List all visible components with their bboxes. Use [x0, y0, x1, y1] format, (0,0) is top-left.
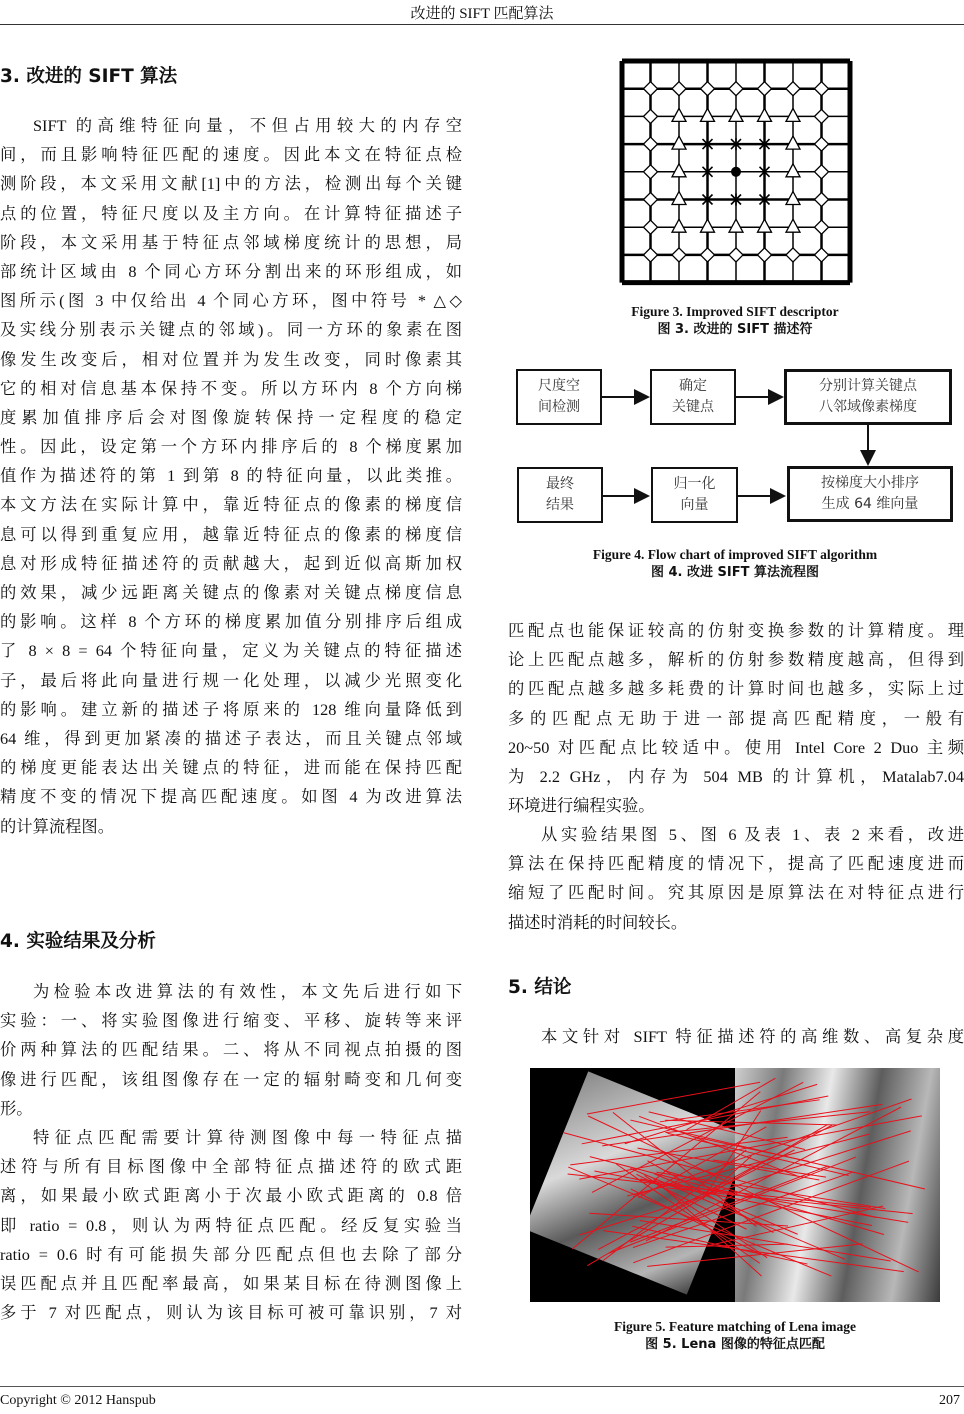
figure-5-caption-en: Figure 5. Feature matching of Lena image: [613, 1319, 857, 1334]
text-line: 本文方法在实际计算中，靠近特征点的像素的梯度信: [0, 495, 462, 515]
triangle-marker: [786, 136, 800, 149]
section-4-heading: 4. 实验结果及分析: [0, 931, 156, 952]
triangle-marker: [786, 219, 800, 232]
match-line: [568, 1167, 831, 1276]
footer-rule: [0, 1386, 964, 1387]
text-line: 多的匹配点无助于进一部提高匹配精度，一般有: [508, 708, 964, 728]
text-line: 描述时消耗的时间较长。: [508, 912, 688, 932]
match-lines: [530, 1068, 940, 1302]
triangle-marker: [672, 164, 686, 177]
match-line: [645, 1175, 768, 1257]
flow-arrows: [500, 360, 964, 540]
text-line: 点的位置，特征尺度以及主方向。在计算特征描述子: [0, 203, 462, 223]
text-line: 即 ratio = 0.8，则认为两特征点匹配。经反复实验当: [0, 1215, 462, 1235]
header-rule: [0, 24, 964, 25]
diamond-marker: [644, 193, 658, 207]
triangle-marker: [701, 219, 715, 232]
text-line: 的影响。这样 8 个方环的梯度累加值分别排序后组成: [0, 612, 462, 632]
triangle-marker: [672, 192, 686, 205]
text-line: 64 维，得到更加紧凑的描述子表达，而且关键点邻域: [0, 728, 462, 748]
text-line: 值作为描述符的第 1 到第 8 的特征向量，以此类推。: [0, 466, 462, 486]
text-line: 阶段，本文采用基于特征点邻域梯度统计的思想，局: [0, 232, 462, 252]
text-line: 缩短了匹配时间。究其原因是原算法在对特征点进行: [508, 883, 964, 903]
diamond-marker: [815, 137, 829, 151]
section-5-heading: 5. 结论: [508, 977, 572, 998]
text-line: 环境进行编程实验。: [508, 796, 655, 816]
figure-4-caption-en: Figure 4. Flow chart of improved SIFT algorithm: [592, 547, 878, 562]
diamond-marker: [729, 82, 743, 96]
paragraph-experiments: [0, 977, 462, 1123]
text-line: 的梯度更能表达出关键点的特征，进而能在保持匹配: [0, 758, 462, 778]
triangle-marker: [672, 219, 686, 232]
triangle-marker: [672, 108, 686, 121]
match-line: [660, 1100, 820, 1122]
match-line: [598, 1125, 832, 1249]
triangle-marker: [786, 108, 800, 121]
paragraph-affine-precision: [508, 616, 964, 820]
diamond-marker: [815, 165, 829, 179]
paragraph-descriptor: [0, 111, 462, 841]
flow-box-sort-generate-64d: 按梯度大小排序 生成 64 维向量: [787, 466, 953, 522]
diamond-marker: [644, 165, 658, 179]
text-line: 像发生改变后，相对位置并为发生改变，同时像素其: [0, 349, 462, 369]
figure-3-caption: [500, 303, 964, 339]
figure-3-caption-en: Figure 3. Improved SIFT descriptor: [631, 304, 839, 319]
section-3-heading: 3. 改进的 SIFT 算法: [0, 66, 178, 87]
text-line: 算法在保持匹配精度的情况下，提高了匹配速度进而: [508, 854, 964, 874]
text-line: 本文针对 SIFT 特征描述符的高维数、高复杂度: [541, 1027, 964, 1046]
diamond-marker: [672, 248, 686, 262]
flow-box-final-result: 最终 结果: [517, 467, 603, 523]
text-line: 测阶段，本文采用文献[1]中的方法，检测出每个关键: [0, 174, 462, 194]
copyright: Copyright © 2012 Hanspub: [0, 1393, 156, 1408]
flow-box-scale-space-detection: 尺度空 间检测: [516, 369, 602, 425]
text-line: 为 2.2 GHz，内存为 504 MB 的计算机，Matalab7.04: [508, 766, 964, 786]
text-line: 多于 7 对匹配点，则认为该目标可被可靠识别，7 对: [0, 1303, 462, 1323]
paragraph-results: [508, 820, 964, 937]
text-line: 了 8 × 8 = 64 个特征向量，定义为关键点的特征描述: [0, 641, 462, 661]
match-line: [572, 1092, 760, 1249]
diamond-marker: [815, 82, 829, 96]
paragraph-matching: [0, 1123, 462, 1327]
flow-box-compute-gradients: 分别计算关键点 八邻域像素梯度: [784, 369, 952, 425]
figure-4-caption: [500, 546, 964, 582]
text-line: 从实验结果图 5、图 6 及表 1、表 2 来看，改进: [541, 825, 964, 844]
flow-box-determine-keypoints: 确定 关键点: [650, 369, 736, 425]
flow-box-normalize-vector: 归一化 向量: [651, 467, 738, 523]
text-line: 特征点匹配需要计算待测图像中每一特征点描: [33, 1128, 462, 1147]
diamond-marker: [758, 82, 772, 96]
text-line: 息对形成特征描述符的贡献越大，起到近似高斯加权: [0, 553, 462, 573]
text-line: 的计算流程图。: [0, 816, 114, 836]
text-line: 间，而且影响特征匹配的速度。因此本文在特征点检: [0, 145, 462, 165]
diamond-marker: [758, 248, 772, 262]
keypoint-dot: [731, 167, 741, 177]
triangle-marker: [729, 108, 743, 121]
diamond-marker: [815, 109, 829, 123]
text-line: 性。因此，设定第一个方环内排序后的 8 个梯度累加: [0, 437, 462, 457]
triangle-marker: [701, 108, 715, 121]
text-line: 及实线分别表示关键点的邻域)。同一方环的象素在图: [0, 320, 462, 340]
match-line: [587, 1082, 760, 1114]
text-line: ratio = 0.6 时有可能损失部分匹配点但也去除了部分: [0, 1244, 462, 1264]
diamond-marker: [815, 248, 829, 262]
triangle-marker: [786, 192, 800, 205]
triangle-marker: [786, 164, 800, 177]
text-line: 它的相对信息基本保持不变。所以方环内 8 个方向梯: [0, 378, 462, 398]
text-line: 息可以得到重复应用，越靠近特征点的像素的梯度信: [0, 524, 462, 544]
page-number: 207: [939, 1393, 960, 1408]
diamond-marker: [644, 137, 658, 151]
text-line: 的匹配点越多越多耗费的计算时间也越多，实际上过: [508, 679, 964, 699]
diamond-marker: [786, 82, 800, 96]
diamond-marker: [644, 220, 658, 234]
match-line: [633, 1099, 912, 1197]
running-title: 改进的 SIFT 匹配算法: [410, 6, 554, 22]
text-line: 述符与所有目标图像中全部特征点描述符的欧式距: [0, 1157, 462, 1177]
text-line: 形。: [0, 1098, 33, 1118]
text-line: 像进行匹配，该组图像存在一定的辐射畸变和几何变: [0, 1069, 462, 1089]
diamond-marker: [672, 82, 686, 96]
text-line: 实验：一、将实验图像进行缩变、平移、旋转等来评: [0, 1011, 462, 1031]
match-line: [625, 1084, 817, 1143]
triangle-marker: [758, 219, 772, 232]
match-line: [603, 1231, 904, 1272]
text-line: 为检验本改进算法的有效性，本文先后进行如下: [33, 982, 462, 1001]
triangle-marker: [672, 136, 686, 149]
text-line: 图所示(图 3 中仅给出 4 个同心方环，图中符号 * △◇: [0, 291, 462, 311]
diamond-marker: [644, 82, 658, 96]
text-line: 误匹配点并且匹配率最高，如果某目标在待测图像上: [0, 1273, 462, 1293]
text-line: 20~50 对匹配点比较适中。使用 Intel Core 2 Duo 主频: [508, 737, 964, 757]
text-line: 离，如果最小欧式距离小于次最小欧式距离的 0.8 倍: [0, 1186, 462, 1206]
figure-4-caption-zh: 图 4. 改进 SIFT 算法流程图: [650, 565, 820, 580]
match-line: [589, 1213, 788, 1226]
text-line: 度累加值排序后会对图像旋转保持一定程度的稳定: [0, 407, 462, 427]
figure-5-caption-zh: 图 5. Lena 图像的特征点匹配: [645, 1337, 825, 1352]
diamond-marker: [701, 82, 715, 96]
diamond-marker: [786, 248, 800, 262]
paragraph-conclusion: [508, 1022, 964, 1051]
text-line: 价两种算法的匹配结果。二、将从不同视点拍摄的图: [0, 1040, 462, 1060]
figure-3-descriptor-grid: [618, 57, 858, 291]
diamond-marker: [815, 220, 829, 234]
diamond-marker: [644, 109, 658, 123]
diamond-marker: [729, 248, 743, 262]
diamond-marker: [701, 248, 715, 262]
text-line: 部统计区域由 8 个同心方环分割出来的环形组成，如: [0, 261, 462, 281]
text-line: 子，最后将此向量进行规一化处理，以减少光照变化: [0, 670, 462, 690]
triangle-marker: [758, 108, 772, 121]
text-line: 匹配点也能保证较高的仿射变换参数的计算精度。理: [508, 621, 964, 640]
figure-3-caption-zh: 图 3. 改进的 SIFT 描述符: [657, 322, 813, 337]
text-line: 的效果，减少远距离关键点的像素对关键点梯度信息: [0, 583, 462, 602]
diamond-marker: [644, 248, 658, 262]
triangle-marker: [729, 219, 743, 232]
figure-5-lena-matching-image: [530, 1068, 940, 1302]
text-line: 精度不变的情况下提高匹配速度。如图 4 为改进算法: [0, 787, 462, 807]
text-line: 的影响。建立新的描述子将原来的 128 维向量降低到: [0, 699, 462, 719]
text-line: 论上匹配点越多，解析的仿射参数精度越高，但得到: [508, 650, 964, 670]
diamond-marker: [815, 193, 829, 207]
text-line: SIFT 的高维特征向量，不但占用较大的内存空: [33, 116, 462, 135]
figure-5-caption: [500, 1318, 964, 1354]
